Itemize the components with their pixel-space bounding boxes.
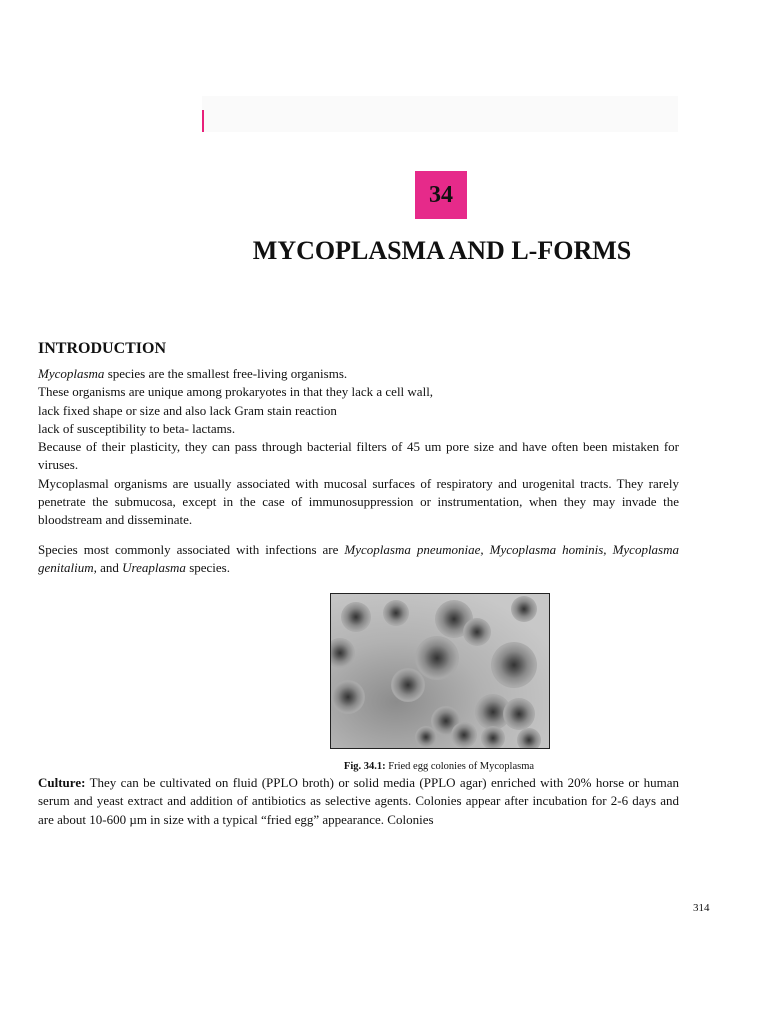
figure-caption: Fig. 34.1: Fried egg colonies of Mycoplasma [343, 761, 535, 772]
colony [415, 726, 437, 748]
paragraph-mucosal: Mycoplasmal organisms are usually associated with mucosal surfaces of respiratory and urogenital tracts. They rarely penetrate the submucosa, except in the case of immunosuppression or instrumentation, when they may invade the bloodstream and disseminate. [38, 475, 679, 528]
colony [481, 726, 505, 749]
culture-paragraph: Culture: They can be cultivated on fluid (PPLO broth) or solid media (PPLO agar) enriched with 20% horse or human serum and yeast extract and addition of antibiotics as selective agents. Colonies appear after incubation for 2-6 days and are about 10-600 µm in size with a typical “fried egg” appearance. Colonies [38, 775, 679, 827]
colony [463, 618, 491, 646]
genus-name: Mycoplasma [38, 366, 105, 381]
species-names: Mycoplasma pneumoniae, Mycoplasma hominis, Mycoplasma genitalium, [38, 542, 680, 576]
header-band [202, 96, 678, 132]
intro-line-2: These organisms are unique among prokaryotes in that they lack a cell wall, [38, 384, 434, 400]
culture-label: Culture: [38, 775, 86, 790]
colony [383, 600, 409, 626]
intro-line-3: lack fixed shape or size and also lack Gram stain reaction [38, 402, 337, 418]
colony [331, 680, 365, 714]
colony [415, 636, 459, 680]
colony [491, 642, 537, 688]
colony [330, 638, 355, 668]
page-number: 314 [693, 902, 710, 914]
introduction-body [38, 365, 679, 530]
fried-egg-colonies-image [330, 593, 550, 749]
header-accent-mark [202, 110, 204, 132]
colony [451, 722, 477, 748]
colony [517, 728, 541, 749]
chapter-number-box [415, 171, 467, 219]
intro-line-4: lack of susceptibility to beta- lactams. [38, 420, 236, 436]
paragraph-plasticity: Because of their plasticity, they can pass through bacterial filters of 45 um pore size and have often been mistaken for viruses. [38, 439, 679, 473]
figure-label: Fig. 34.1: [343, 761, 386, 772]
colony [391, 668, 425, 702]
species-paragraph: Species most commonly associated with infections are Mycoplasma pneumoniae, Mycoplasma hominis, Mycoplasma genitalium, and Ureaplasma species. [38, 542, 680, 576]
chapter-title: MYCOPLASMA AND L-FORMS [252, 236, 632, 265]
colony [503, 698, 535, 730]
colony [511, 596, 537, 622]
section-heading-introduction: INTRODUCTION [38, 340, 167, 357]
colony [341, 602, 371, 632]
ureaplasma-name: Ureaplasma [122, 560, 186, 576]
intro-line-1: Mycoplasma species are the smallest free-living organisms. [38, 366, 348, 381]
chapter-number: 34 [429, 181, 453, 208]
